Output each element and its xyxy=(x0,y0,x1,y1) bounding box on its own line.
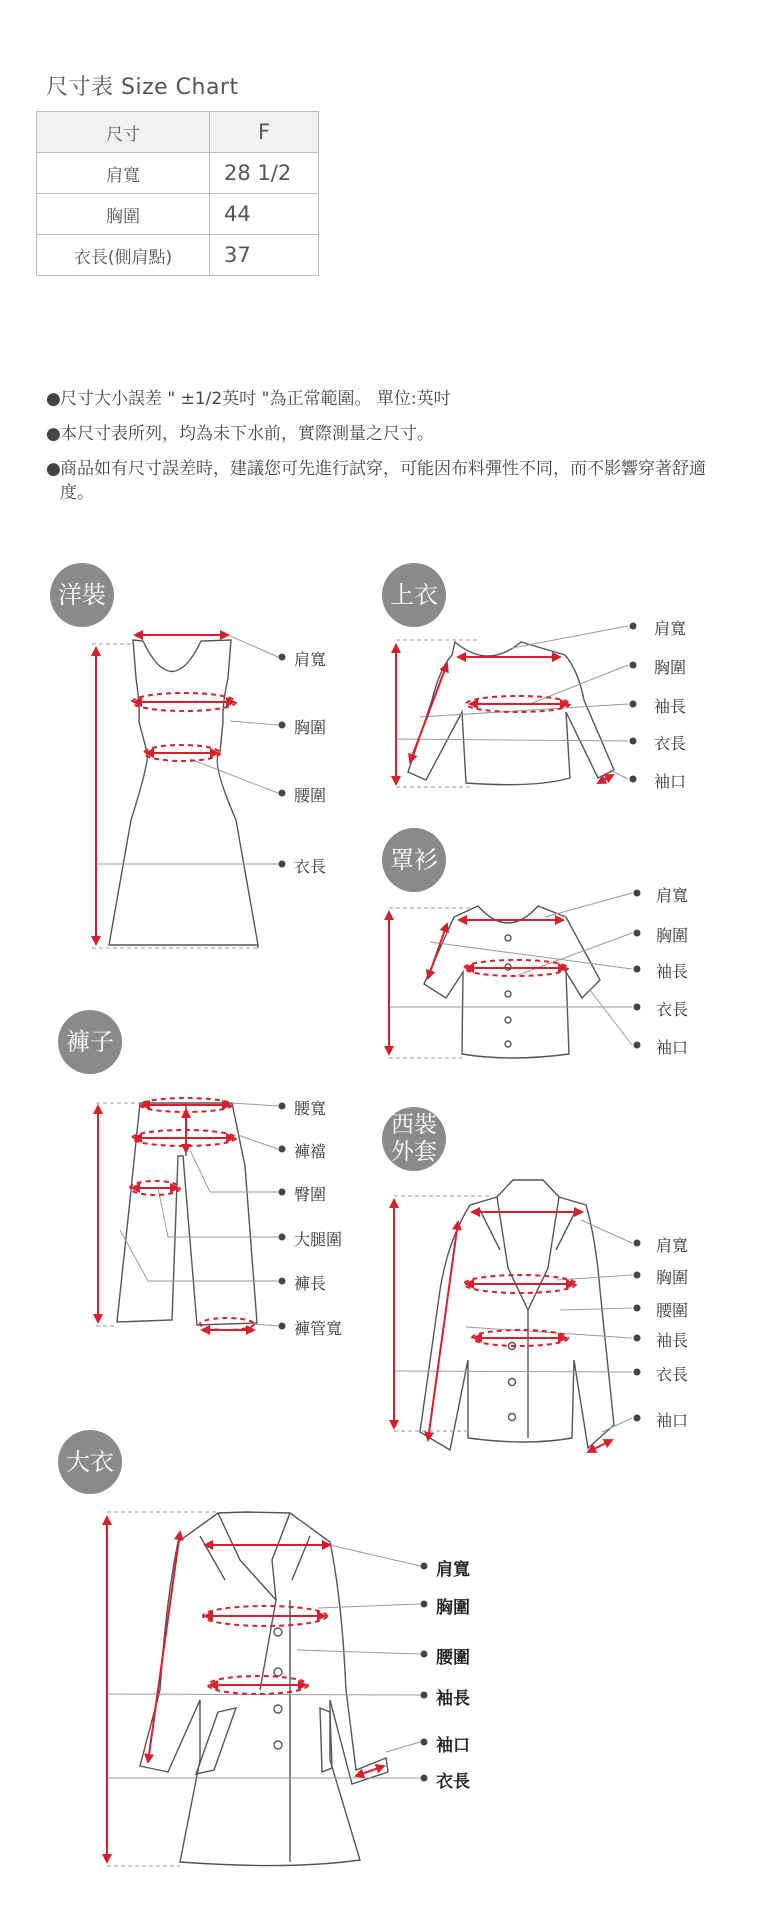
blouse-label-dots xyxy=(634,890,641,1049)
note-text: 尺寸大小誤差 " ±1/2英吋 "為正常範圍。 單位:英吋 xyxy=(60,389,451,409)
blouse-drawing xyxy=(424,906,600,1058)
top-drawing xyxy=(408,642,614,785)
row-label-length: 衣長(側肩點) xyxy=(37,235,210,276)
coat-label-sleeve: 袖長 xyxy=(436,1689,470,1709)
top-label-chest: 胸圍 xyxy=(654,658,687,677)
size-chart-title: 尺寸表 Size Chart xyxy=(46,75,239,100)
coat-label-cuff: 袖口 xyxy=(436,1736,470,1756)
blouse-guides xyxy=(389,893,632,1058)
coat-drawing xyxy=(140,1512,388,1866)
coat-badge: 大衣 xyxy=(58,1430,122,1494)
pants-label-waist: 腰寬 xyxy=(294,1099,327,1118)
table-header-label: 尺寸 xyxy=(37,112,210,153)
row-label-shoulder: 肩寬 xyxy=(37,153,210,194)
pants-label-dots xyxy=(279,1103,286,1330)
top-badge: 上衣 xyxy=(382,563,446,627)
coat-label-dots xyxy=(421,1563,428,1782)
coat-measures xyxy=(107,1517,384,1862)
top-label-sleeve: 袖長 xyxy=(654,697,687,716)
blazer-label-cuff: 袖口 xyxy=(656,1411,689,1430)
bullet-icon: ● xyxy=(46,389,61,409)
blazer-label-length: 衣長 xyxy=(656,1365,689,1384)
pants-badge: 褲子 xyxy=(58,1010,122,1074)
dress-badge: 洋裝 xyxy=(50,563,114,627)
dress-label-dots xyxy=(279,654,286,868)
blouse-badge: 罩衫 xyxy=(382,828,446,892)
blouse-label-cuff: 袖口 xyxy=(656,1038,689,1057)
table-header-size: F xyxy=(210,112,319,153)
dress-drawing xyxy=(109,640,258,948)
coat-label-shoulder: 肩寬 xyxy=(436,1560,470,1580)
blouse-label-shoulder: 肩寬 xyxy=(656,886,689,905)
blazer-label-waist: 腰圍 xyxy=(656,1301,689,1320)
row-value-chest: 44 xyxy=(210,194,319,235)
pants-label-length: 褲長 xyxy=(294,1274,327,1293)
note-text: 商品如有尺寸誤差時，建議您可先進行試穿，可能因布料彈性不同，而不影響穿著舒適度。 xyxy=(60,459,706,503)
blazer-label-sleeve: 袖長 xyxy=(656,1331,689,1350)
dress-label-length: 衣長 xyxy=(294,857,327,876)
coat-guides xyxy=(107,1512,420,1866)
dress-label-shoulder: 肩寬 xyxy=(294,650,327,669)
blouse-label-sleeve: 袖長 xyxy=(656,962,689,981)
blazer-badge-line1: 西裝 xyxy=(391,1112,437,1138)
blouse-label-length: 衣長 xyxy=(656,1000,689,1019)
dress-label-waist: 腰圍 xyxy=(294,786,327,805)
pants-label-hem: 褲管寬 xyxy=(294,1319,343,1338)
top-label-length: 衣長 xyxy=(654,734,687,753)
blazer-label-dots xyxy=(634,1240,641,1422)
blazer-badge-line2: 外套 xyxy=(391,1139,437,1165)
blazer-label-chest: 胸圍 xyxy=(656,1268,689,1287)
coat-label-chest: 胸圍 xyxy=(436,1598,470,1618)
dress-label-chest: 胸圍 xyxy=(294,718,327,737)
bullet-icon: ● xyxy=(46,424,61,444)
note-text: 本尺寸表所列，均為未下水前，實際測量之尺寸。 xyxy=(60,424,434,444)
blazer-label-shoulder: 肩寬 xyxy=(656,1236,689,1255)
row-value-length: 37 xyxy=(210,235,319,276)
top-measures xyxy=(396,645,613,784)
row-label-chest: 胸圍 xyxy=(37,194,210,235)
blouse-label-chest: 胸圍 xyxy=(656,926,689,945)
blazer-guides xyxy=(394,1196,632,1432)
pants-label-thigh: 大腿圍 xyxy=(294,1230,343,1249)
blazer-drawing xyxy=(420,1180,614,1450)
top-label-dots xyxy=(630,623,637,783)
row-value-shoulder: 28 1/2 xyxy=(210,153,319,194)
coat-label-length: 衣長 xyxy=(436,1772,470,1792)
bullet-icon: ● xyxy=(46,459,61,479)
top-label-shoulder: 肩寬 xyxy=(654,619,687,638)
pants-label-rise: 褲襠 xyxy=(294,1142,327,1161)
coat-label-waist: 腰圍 xyxy=(436,1648,470,1668)
pants-label-hip: 臀圍 xyxy=(294,1185,327,1204)
top-label-cuff: 袖口 xyxy=(654,772,687,791)
blouse-measures xyxy=(389,912,568,1054)
